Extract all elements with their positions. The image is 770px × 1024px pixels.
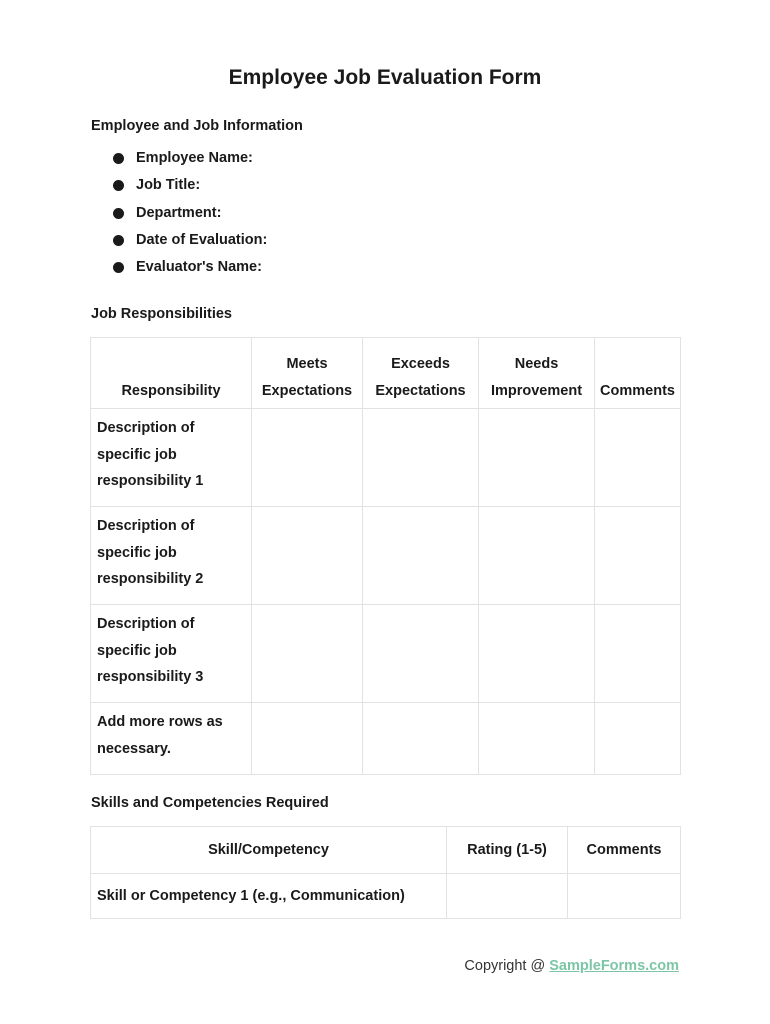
needs-cell[interactable] bbox=[479, 409, 595, 507]
column-header-comments: Comments bbox=[595, 338, 681, 409]
exceeds-cell[interactable] bbox=[363, 605, 479, 703]
table-header-row bbox=[91, 827, 681, 874]
rating-cell[interactable] bbox=[447, 874, 568, 919]
skills-table bbox=[90, 826, 681, 919]
list-item bbox=[113, 230, 267, 257]
bullet-icon bbox=[113, 235, 124, 246]
list-item bbox=[113, 203, 267, 230]
column-header-responsibility: Responsibility bbox=[91, 338, 252, 409]
table-row bbox=[91, 507, 681, 605]
field-label: Department: bbox=[136, 204, 222, 221]
needs-cell[interactable] bbox=[479, 605, 595, 703]
comments-cell[interactable] bbox=[595, 507, 681, 605]
responsibility-description: Add more rows as necessary. bbox=[91, 703, 252, 775]
column-header-exceeds: Exceeds Expectations bbox=[363, 338, 479, 409]
responsibility-description: Description of specific job responsibility 2 bbox=[91, 507, 252, 605]
copyright-footer bbox=[464, 958, 679, 974]
column-header-skill: Skill/Competency bbox=[91, 827, 447, 874]
exceeds-cell[interactable] bbox=[363, 507, 479, 605]
exceeds-cell[interactable] bbox=[363, 409, 479, 507]
column-header-rating: Rating (1-5) bbox=[447, 827, 568, 874]
responsibilities-table bbox=[90, 337, 681, 775]
field-label: Employee Name: bbox=[136, 150, 253, 166]
brand-link[interactable]: SampleForms.com bbox=[549, 958, 679, 974]
table-row bbox=[91, 703, 681, 775]
exceeds-cell[interactable] bbox=[363, 703, 479, 775]
column-header-comments: Comments bbox=[568, 827, 681, 874]
table-row bbox=[91, 874, 681, 919]
field-label: Date of Evaluation: bbox=[136, 231, 268, 248]
bullet-icon bbox=[113, 180, 124, 191]
table-row bbox=[91, 409, 681, 507]
needs-cell[interactable] bbox=[479, 703, 595, 775]
meets-cell[interactable] bbox=[252, 507, 363, 605]
list-item bbox=[113, 257, 267, 284]
skill-name: Skill or Competency 1 (e.g., Communication) bbox=[91, 874, 447, 919]
responsibility-description: Description of specific job responsibility 1 bbox=[91, 409, 252, 507]
responsibility-description: Description of specific job responsibility 3 bbox=[91, 605, 252, 703]
comments-cell[interactable] bbox=[595, 703, 681, 775]
table-header-row bbox=[91, 338, 681, 409]
employee-info-heading: Employee and Job Information bbox=[91, 118, 303, 134]
skills-heading: Skills and Competencies Required bbox=[91, 795, 329, 811]
column-header-meets: Meets Expectations bbox=[252, 338, 363, 409]
responsibilities-heading: Job Responsibilities bbox=[91, 306, 232, 322]
column-header-needs: Needs Improvement bbox=[479, 338, 595, 409]
needs-cell[interactable] bbox=[479, 507, 595, 605]
meets-cell[interactable] bbox=[252, 703, 363, 775]
field-label: Job Title: bbox=[136, 177, 201, 194]
list-item bbox=[113, 148, 267, 175]
bullet-icon bbox=[113, 262, 124, 273]
table-row bbox=[91, 605, 681, 703]
comments-cell[interactable] bbox=[595, 605, 681, 703]
comments-cell[interactable] bbox=[595, 409, 681, 507]
bullet-icon bbox=[113, 208, 124, 219]
bullet-icon bbox=[113, 153, 124, 164]
copyright-text: Copyright @ bbox=[464, 958, 550, 974]
employee-info-list bbox=[113, 148, 267, 284]
field-label: Evaluator's Name: bbox=[136, 259, 262, 276]
list-item bbox=[113, 175, 267, 202]
meets-cell[interactable] bbox=[252, 409, 363, 507]
page-title: Employee Job Evaluation Form bbox=[228, 66, 542, 89]
meets-cell[interactable] bbox=[252, 605, 363, 703]
comments-cell[interactable] bbox=[568, 874, 681, 919]
